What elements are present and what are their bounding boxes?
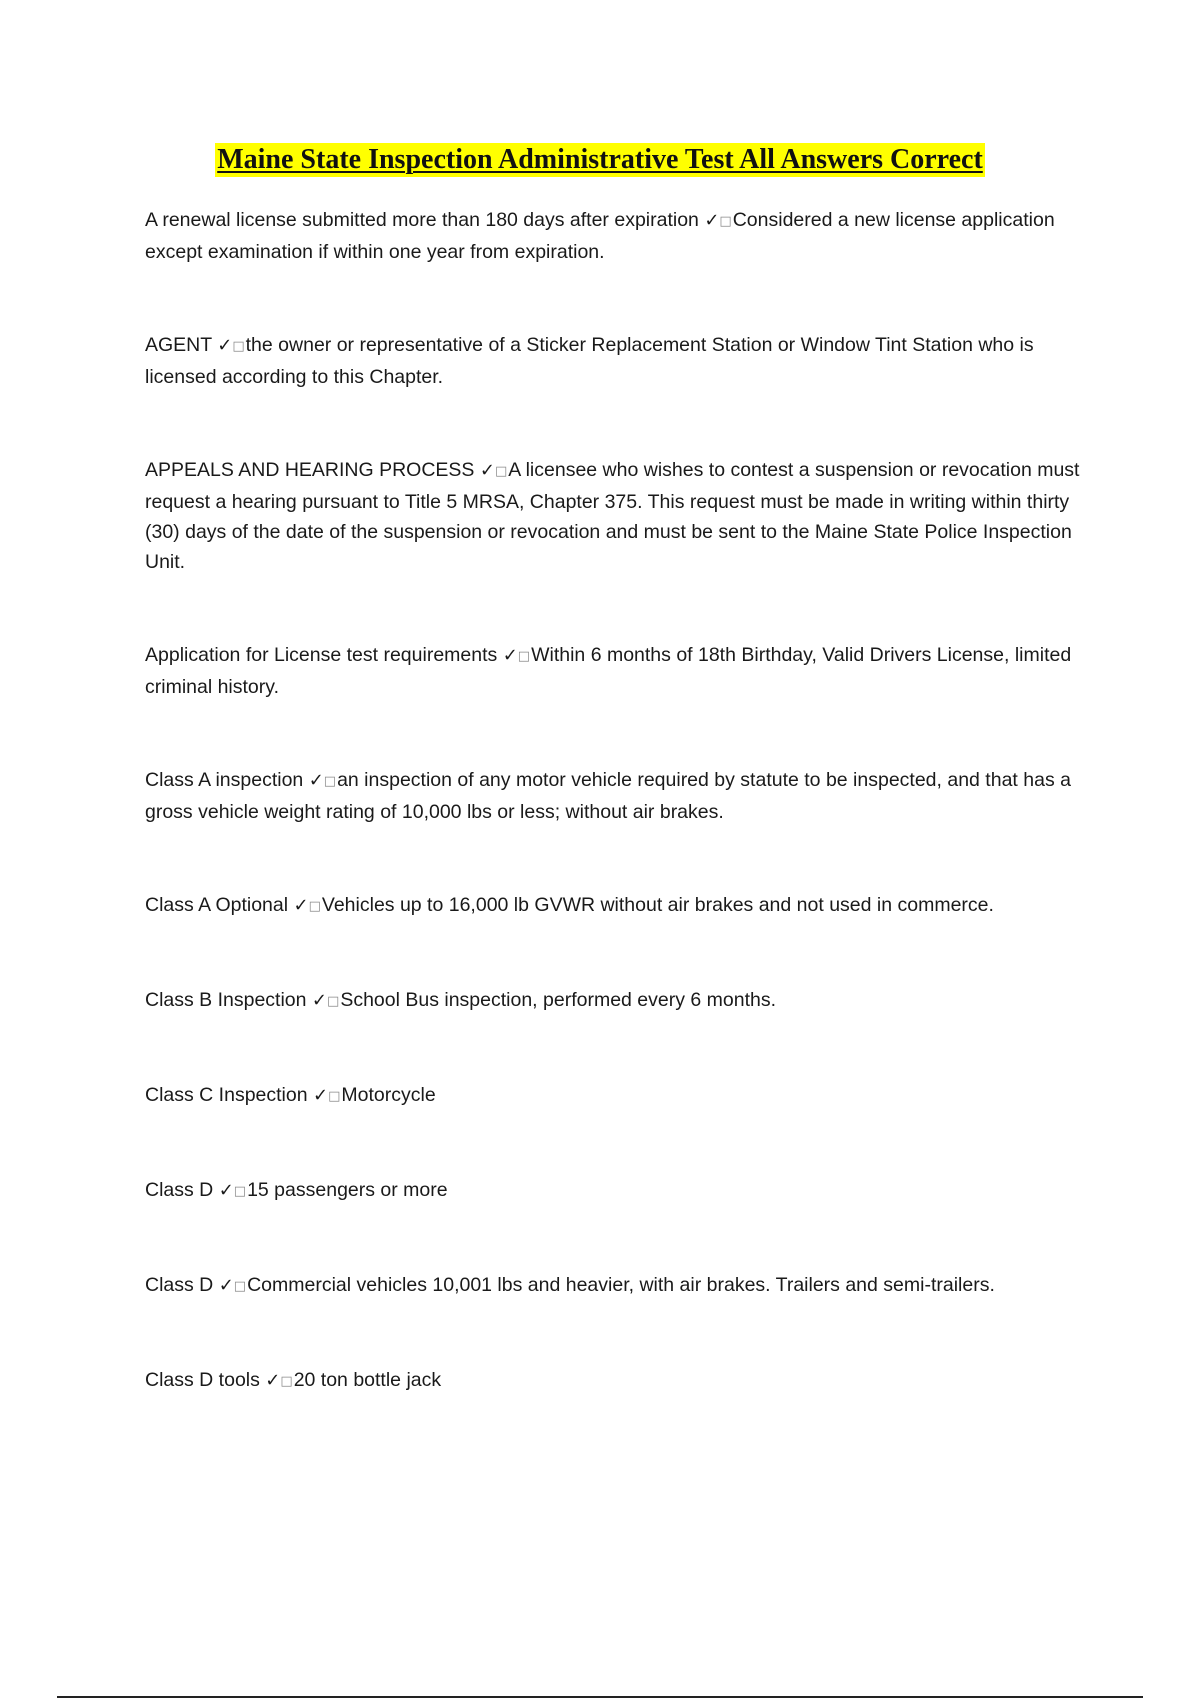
missing-glyph-box-icon: □ (323, 774, 337, 789)
entry-answer: the owner or representative of a Sticker Replacement Station or Window Tint Station who is licensed according to this Chapter. (145, 334, 1034, 388)
entry-term: Class D (145, 1179, 214, 1201)
qa-entry (145, 330, 1080, 392)
qa-entry (145, 1080, 1080, 1112)
checkmark-icon: ✓ (311, 990, 328, 1011)
entry-term: AGENT (145, 334, 212, 356)
qa-entry (145, 455, 1080, 577)
qa-entry (145, 765, 1080, 827)
title-container (0, 143, 1200, 177)
checkmark-icon: ✓ (308, 770, 324, 791)
qa-entry (145, 890, 1080, 922)
missing-glyph-box-icon: □ (280, 1374, 293, 1389)
qa-list (145, 205, 1080, 1460)
entry-answer: 15 passengers or more (247, 1179, 448, 1201)
checkmark-icon: ✓ (502, 645, 518, 666)
entry-answer: Within 6 months of 18th Birthday, Valid Drivers License, limited criminal history. (145, 644, 1072, 698)
entry-answer: Commercial vehicles 10,001 lbs and heavier, with air brakes. Trailers and semi-trailers. (247, 1274, 995, 1296)
entry-term: Class C Inspection (145, 1084, 308, 1106)
entry-term: Class D tools (145, 1369, 260, 1391)
entry-term: Application for License test requirements (145, 644, 498, 666)
missing-glyph-box-icon: □ (517, 649, 531, 664)
missing-glyph-box-icon: □ (308, 899, 321, 914)
qa-entry (145, 640, 1080, 702)
checkmark-icon: ✓ (218, 1275, 234, 1296)
qa-entry (145, 1365, 1080, 1397)
entry-answer: 20 ton bottle jack (293, 1369, 442, 1391)
entry-answer: Considered a new license application except examination if within one year from expiration. (145, 209, 1055, 263)
missing-glyph-box-icon: □ (719, 214, 732, 229)
missing-glyph-box-icon: □ (233, 1184, 247, 1199)
qa-entry (145, 1270, 1080, 1302)
missing-glyph-box-icon: □ (327, 994, 340, 1009)
entry-answer: A licensee who wishes to contest a suspension or revocation must request a hearing pursuant to Title 5 MRSA, Chapter 375. This request must be made in writing within thirty (30) days of the date of the suspension or revocation and must be sent to the Maine State Police Inspection Unit. (145, 459, 1080, 573)
entry-term: APPEALS AND HEARING PROCESS (145, 459, 475, 481)
entry-term: Class A inspection (145, 769, 304, 791)
checkmark-icon: ✓ (479, 460, 495, 481)
checkmark-icon: ✓ (704, 210, 720, 231)
entry-answer: Motorcycle (341, 1084, 436, 1106)
qa-entry (145, 205, 1080, 267)
missing-glyph-box-icon: □ (328, 1089, 341, 1104)
entry-answer: Vehicles up to 16,000 lb GVWR without air brakes and not used in commerce. (321, 894, 994, 916)
checkmark-icon: ✓ (313, 1085, 329, 1106)
qa-entry (145, 985, 1080, 1017)
checkmark-icon: ✓ (217, 335, 233, 356)
checkmark-icon: ✓ (293, 895, 309, 916)
checkmark-icon: ✓ (218, 1180, 234, 1201)
missing-glyph-box-icon: □ (232, 339, 245, 354)
document-title: Maine State Inspection Administrative Test All Answers Correct (217, 144, 983, 175)
entry-term: A renewal license submitted more than 180 days after expiration (145, 209, 699, 231)
entry-answer: School Bus inspection, performed every 6 months. (340, 989, 777, 1011)
entry-term: Class B Inspection (145, 989, 307, 1011)
qa-entry (145, 1175, 1080, 1207)
checkmark-icon: ✓ (265, 1370, 281, 1391)
footer-divider (57, 1696, 1143, 1698)
entry-answer: an inspection of any motor vehicle required by statute to be inspected, and that has a gross vehicle weight rating of 10,000 lbs or less; without air brakes. (145, 769, 1071, 823)
missing-glyph-box-icon: □ (233, 1279, 247, 1294)
entry-term: Class D (145, 1274, 214, 1296)
missing-glyph-box-icon: □ (494, 464, 508, 479)
entry-term: Class A Optional (145, 894, 289, 916)
